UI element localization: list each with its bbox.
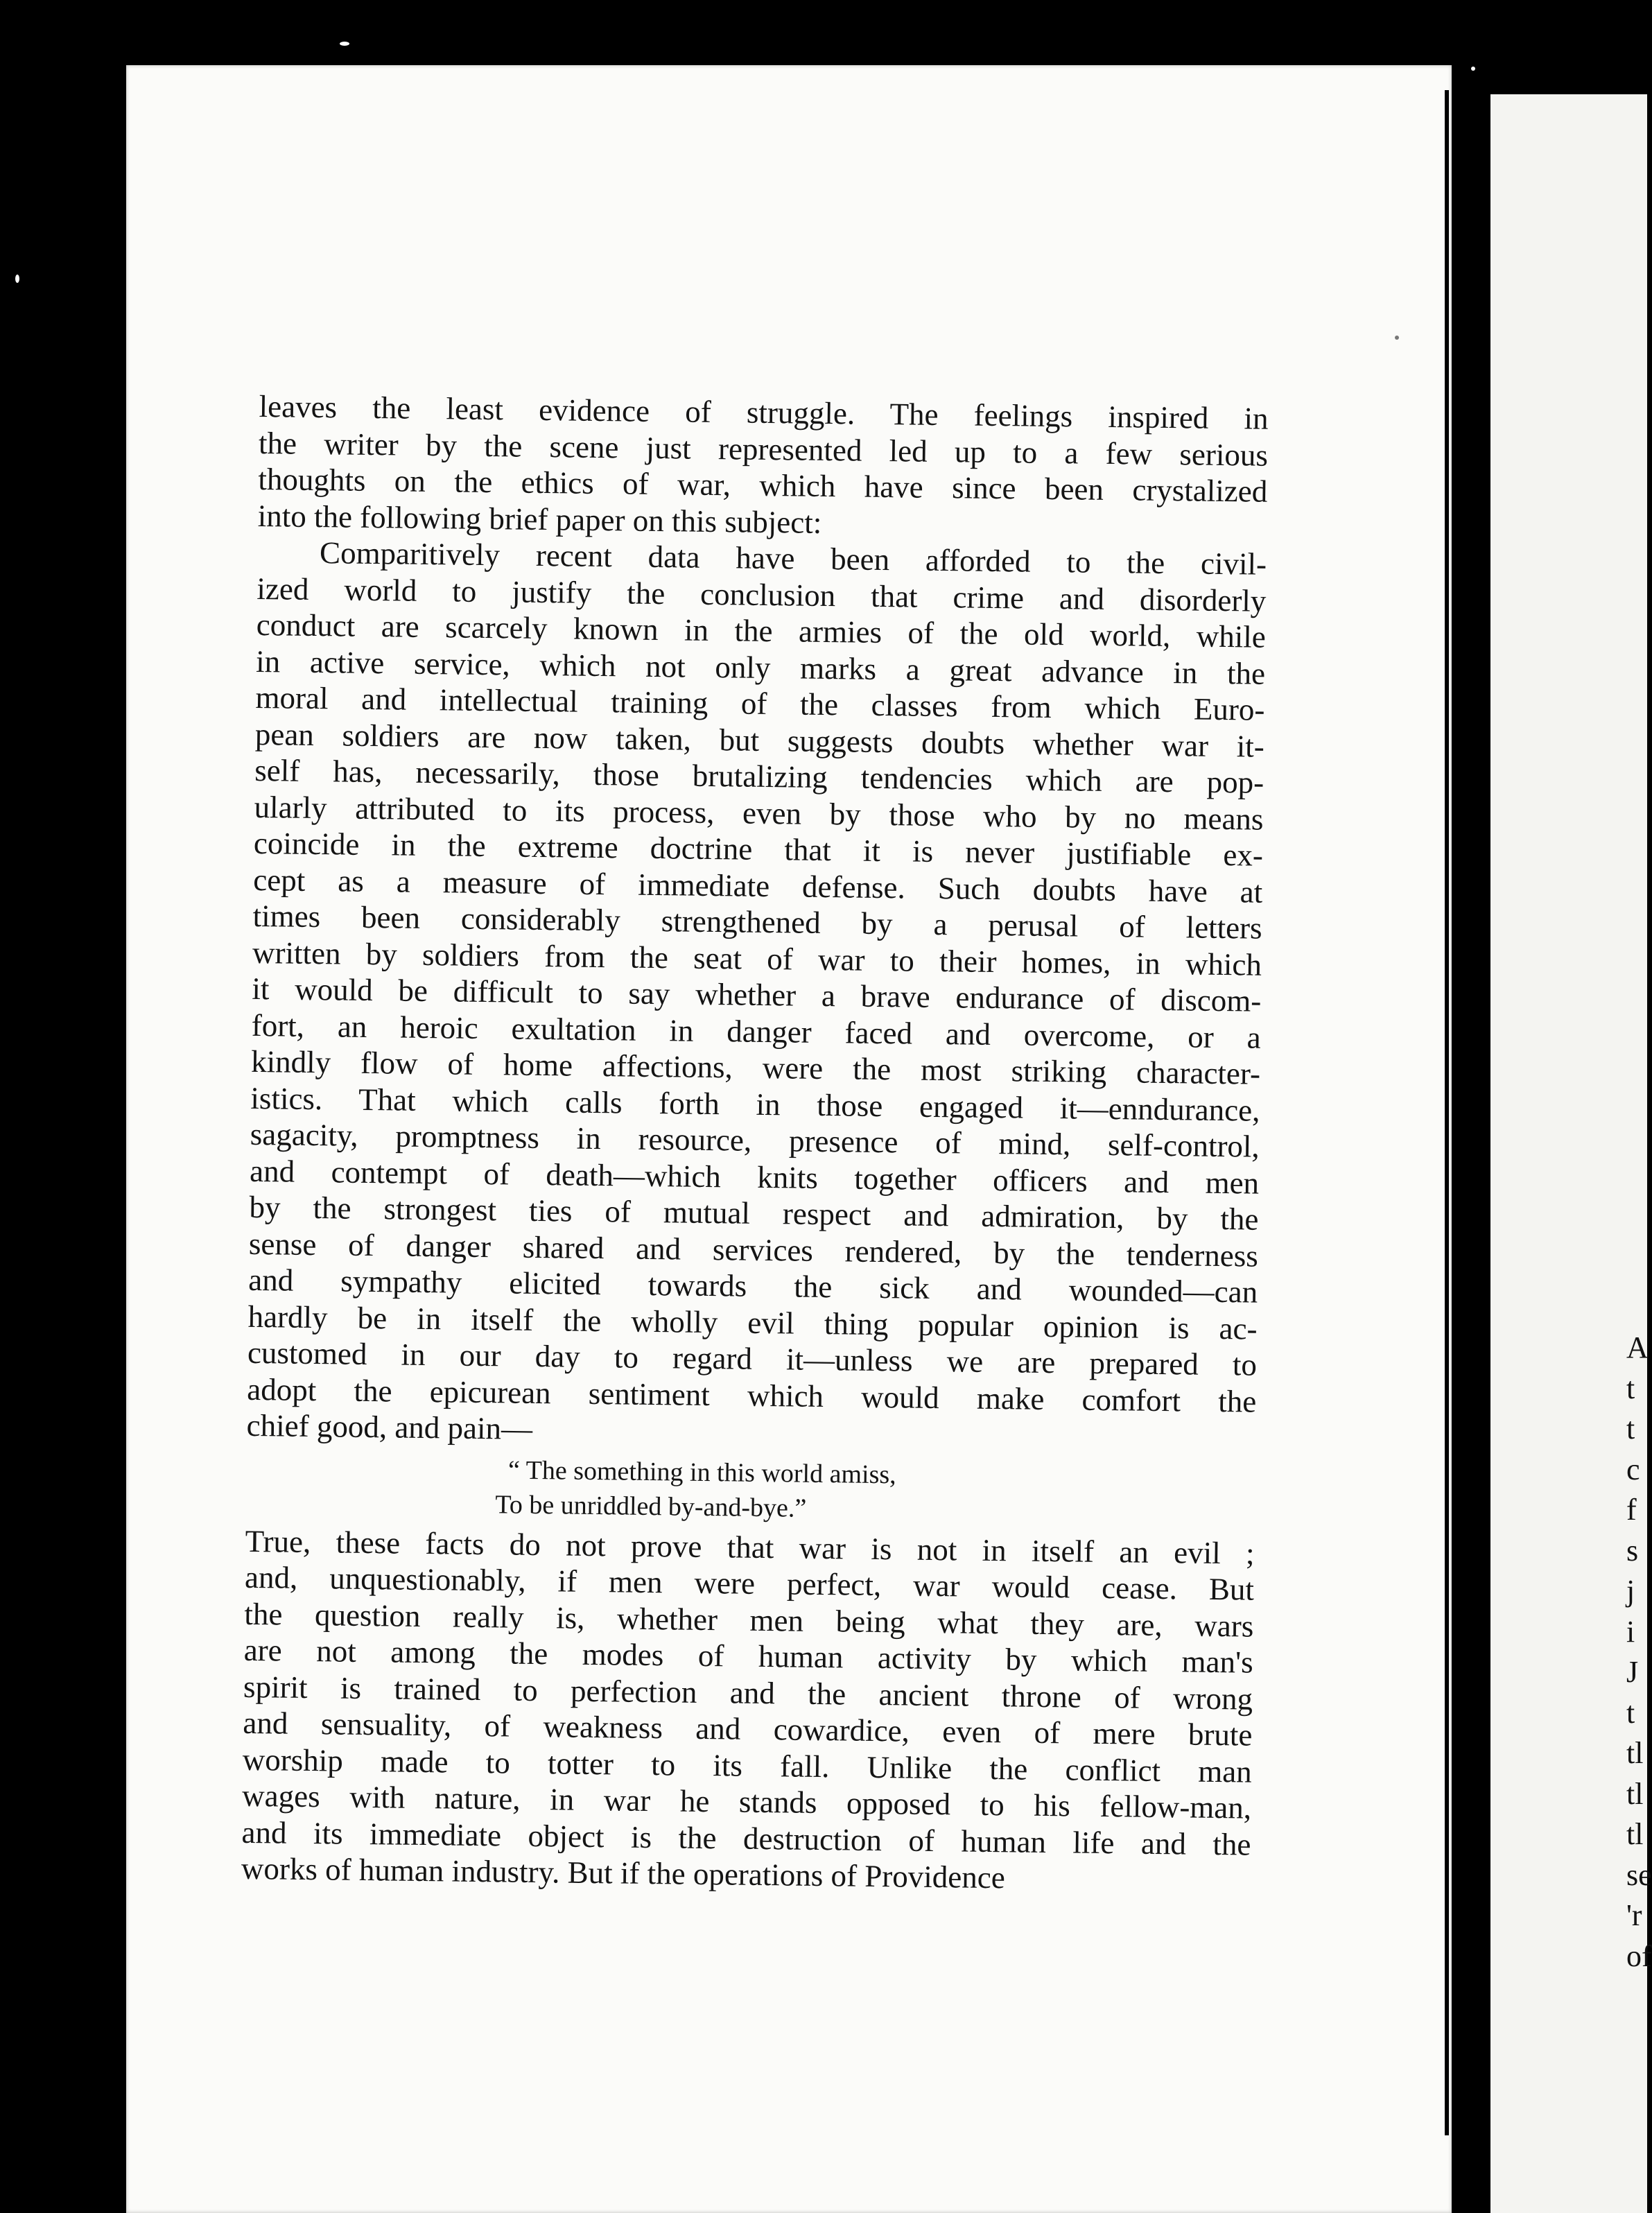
text-line: self has, necessarily, those brutalizing tendencies which are pop- bbox=[254, 752, 1264, 800]
text-line: wages with nature, in war he stands opposed to his fellow-man, bbox=[241, 1778, 1252, 1825]
facing-page-fragment: t bbox=[1626, 1371, 1635, 1405]
text-line: adopt the epicurean sentiment which would make comfort the bbox=[247, 1371, 1257, 1419]
text-line: sagacity, promptness in resource, presence of mind, self-control, bbox=[250, 1116, 1260, 1164]
text-line: moral and intellectual training of the classes from which Euro- bbox=[255, 679, 1265, 727]
quote-line: To be unriddled by-and-bye.” bbox=[495, 1489, 807, 1523]
text-line: chief good, and pain— bbox=[246, 1407, 533, 1446]
text-line: and, unquestionably, if men were perfect, war would cease. But bbox=[244, 1559, 1255, 1607]
text-line: istics. That which calls forth in those engaged it—enndurance, bbox=[250, 1080, 1260, 1128]
facing-page-fragment: t bbox=[1626, 1695, 1635, 1730]
text-line: fort, an heroic exultation in danger faced and overcome, or a bbox=[251, 1007, 1261, 1055]
text-line: kindly flow of home affections, were the most striking character- bbox=[250, 1043, 1261, 1091]
facing-page-fragment: f bbox=[1626, 1493, 1637, 1527]
text-line: are not among the modes of human activity by which man's bbox=[243, 1632, 1253, 1680]
text-line: conduct are scarcely known in the armies of the old world, while bbox=[256, 607, 1267, 654]
text-line: works of human industry. But if the operations of Providence bbox=[241, 1850, 1006, 1895]
text-line: written by soldiers from the seat of war to their homes, in which bbox=[252, 935, 1262, 982]
facing-page-fragment: j bbox=[1626, 1574, 1635, 1608]
facing-page-fragment: A bbox=[1626, 1330, 1649, 1364]
text-line: the question really is, whether men being what they are, wars bbox=[244, 1596, 1254, 1644]
paragraph-intro bbox=[257, 388, 1268, 546]
facing-page-fragment: 'r bbox=[1626, 1898, 1642, 1932]
text-line: ularly attributed to its process, even by those who by no means bbox=[254, 789, 1264, 837]
facing-page-text-fragments bbox=[1626, 1328, 1652, 1977]
text-line: thoughts on the ethics of war, which have since been crystalized bbox=[258, 461, 1268, 509]
scan-speck bbox=[1395, 336, 1399, 340]
facing-page-fragment: J bbox=[1626, 1655, 1639, 1689]
text-line: worship made to totter to its fall. Unlike the conflict man bbox=[242, 1742, 1253, 1789]
facing-page-edge bbox=[1490, 94, 1652, 2213]
facing-page-fragment: t bbox=[1626, 1412, 1635, 1446]
facing-page-fragment: se bbox=[1626, 1857, 1652, 1892]
text-line: customed in our day to regard it—unless we are prepared to bbox=[247, 1335, 1258, 1382]
text-line: the writer by the scene just represented led up to a few serious bbox=[258, 425, 1269, 473]
text-line: into the following brief paper on this subject: bbox=[257, 498, 822, 540]
text-line: hardly be in itself the wholly evil thing popular opinion is ac- bbox=[247, 1299, 1258, 1346]
page-body bbox=[241, 388, 1269, 1899]
facing-page-fragment: i bbox=[1626, 1614, 1635, 1649]
book-gutter bbox=[1445, 90, 1449, 2135]
text-line: and contempt of death—which knits together officers and men bbox=[249, 1153, 1260, 1201]
facing-page-fragment: tl bbox=[1626, 1817, 1644, 1851]
text-line: spirit is trained to perfection and the ancient throne of wrong bbox=[243, 1669, 1253, 1717]
text-line: times been considerably strengthened by a perusal of letters bbox=[252, 898, 1262, 946]
text-line: coincide in the extreme doctrine that it is never justifiable ex- bbox=[253, 825, 1264, 873]
facing-page-fragment: of bbox=[1626, 1938, 1652, 1973]
facing-page-fragment: tl bbox=[1626, 1776, 1644, 1811]
facing-page-fragment: s bbox=[1626, 1533, 1639, 1568]
scan-speck bbox=[1471, 67, 1475, 71]
text-line: in active service, which not only marks a great advance in the bbox=[255, 643, 1266, 691]
paragraph-ethics-of-war bbox=[246, 534, 1267, 1456]
text-line: leaves the least evidence of struggle. The feelings inspired in bbox=[259, 388, 1269, 436]
text-line: sense of danger shared and services rendered, by the tenderness bbox=[248, 1226, 1259, 1274]
block-quote bbox=[245, 1449, 1255, 1531]
scan-speck bbox=[15, 275, 19, 283]
scan-speck bbox=[340, 42, 349, 46]
text-line: pean soldiers are now taken, but suggests doubts whether war it- bbox=[254, 716, 1265, 764]
text-line: and sympathy elicited towards the sick and wounded—can bbox=[247, 1262, 1258, 1310]
text-line: and its immediate object is the destruction of human life and the bbox=[241, 1814, 1251, 1862]
facing-page-fragment: tl bbox=[1626, 1736, 1644, 1770]
text-line: and sensuality, of weakness and cowardice, even of mere brute bbox=[243, 1705, 1253, 1753]
text-line: True, these facts do not prove that war is not in itself an evil ; bbox=[245, 1523, 1255, 1571]
text-line: Comparitively recent data have been afforded to the civil- bbox=[319, 535, 1267, 582]
paragraph-true-these-facts bbox=[241, 1522, 1255, 1899]
facing-page-fragment: c bbox=[1626, 1452, 1640, 1486]
text-line: cept as a measure of immediate defense. Such doubts have at bbox=[253, 862, 1263, 910]
quote-line: “ The something in this world amiss, bbox=[507, 1455, 896, 1489]
text-line: it would be difficult to say whether a brave endurance of discom- bbox=[252, 971, 1262, 1018]
text-line: by the strongest ties of mutual respect and admiration, by the bbox=[249, 1189, 1259, 1237]
text-line: ized world to justify the conclusion that crime and disorderly bbox=[257, 571, 1267, 618]
